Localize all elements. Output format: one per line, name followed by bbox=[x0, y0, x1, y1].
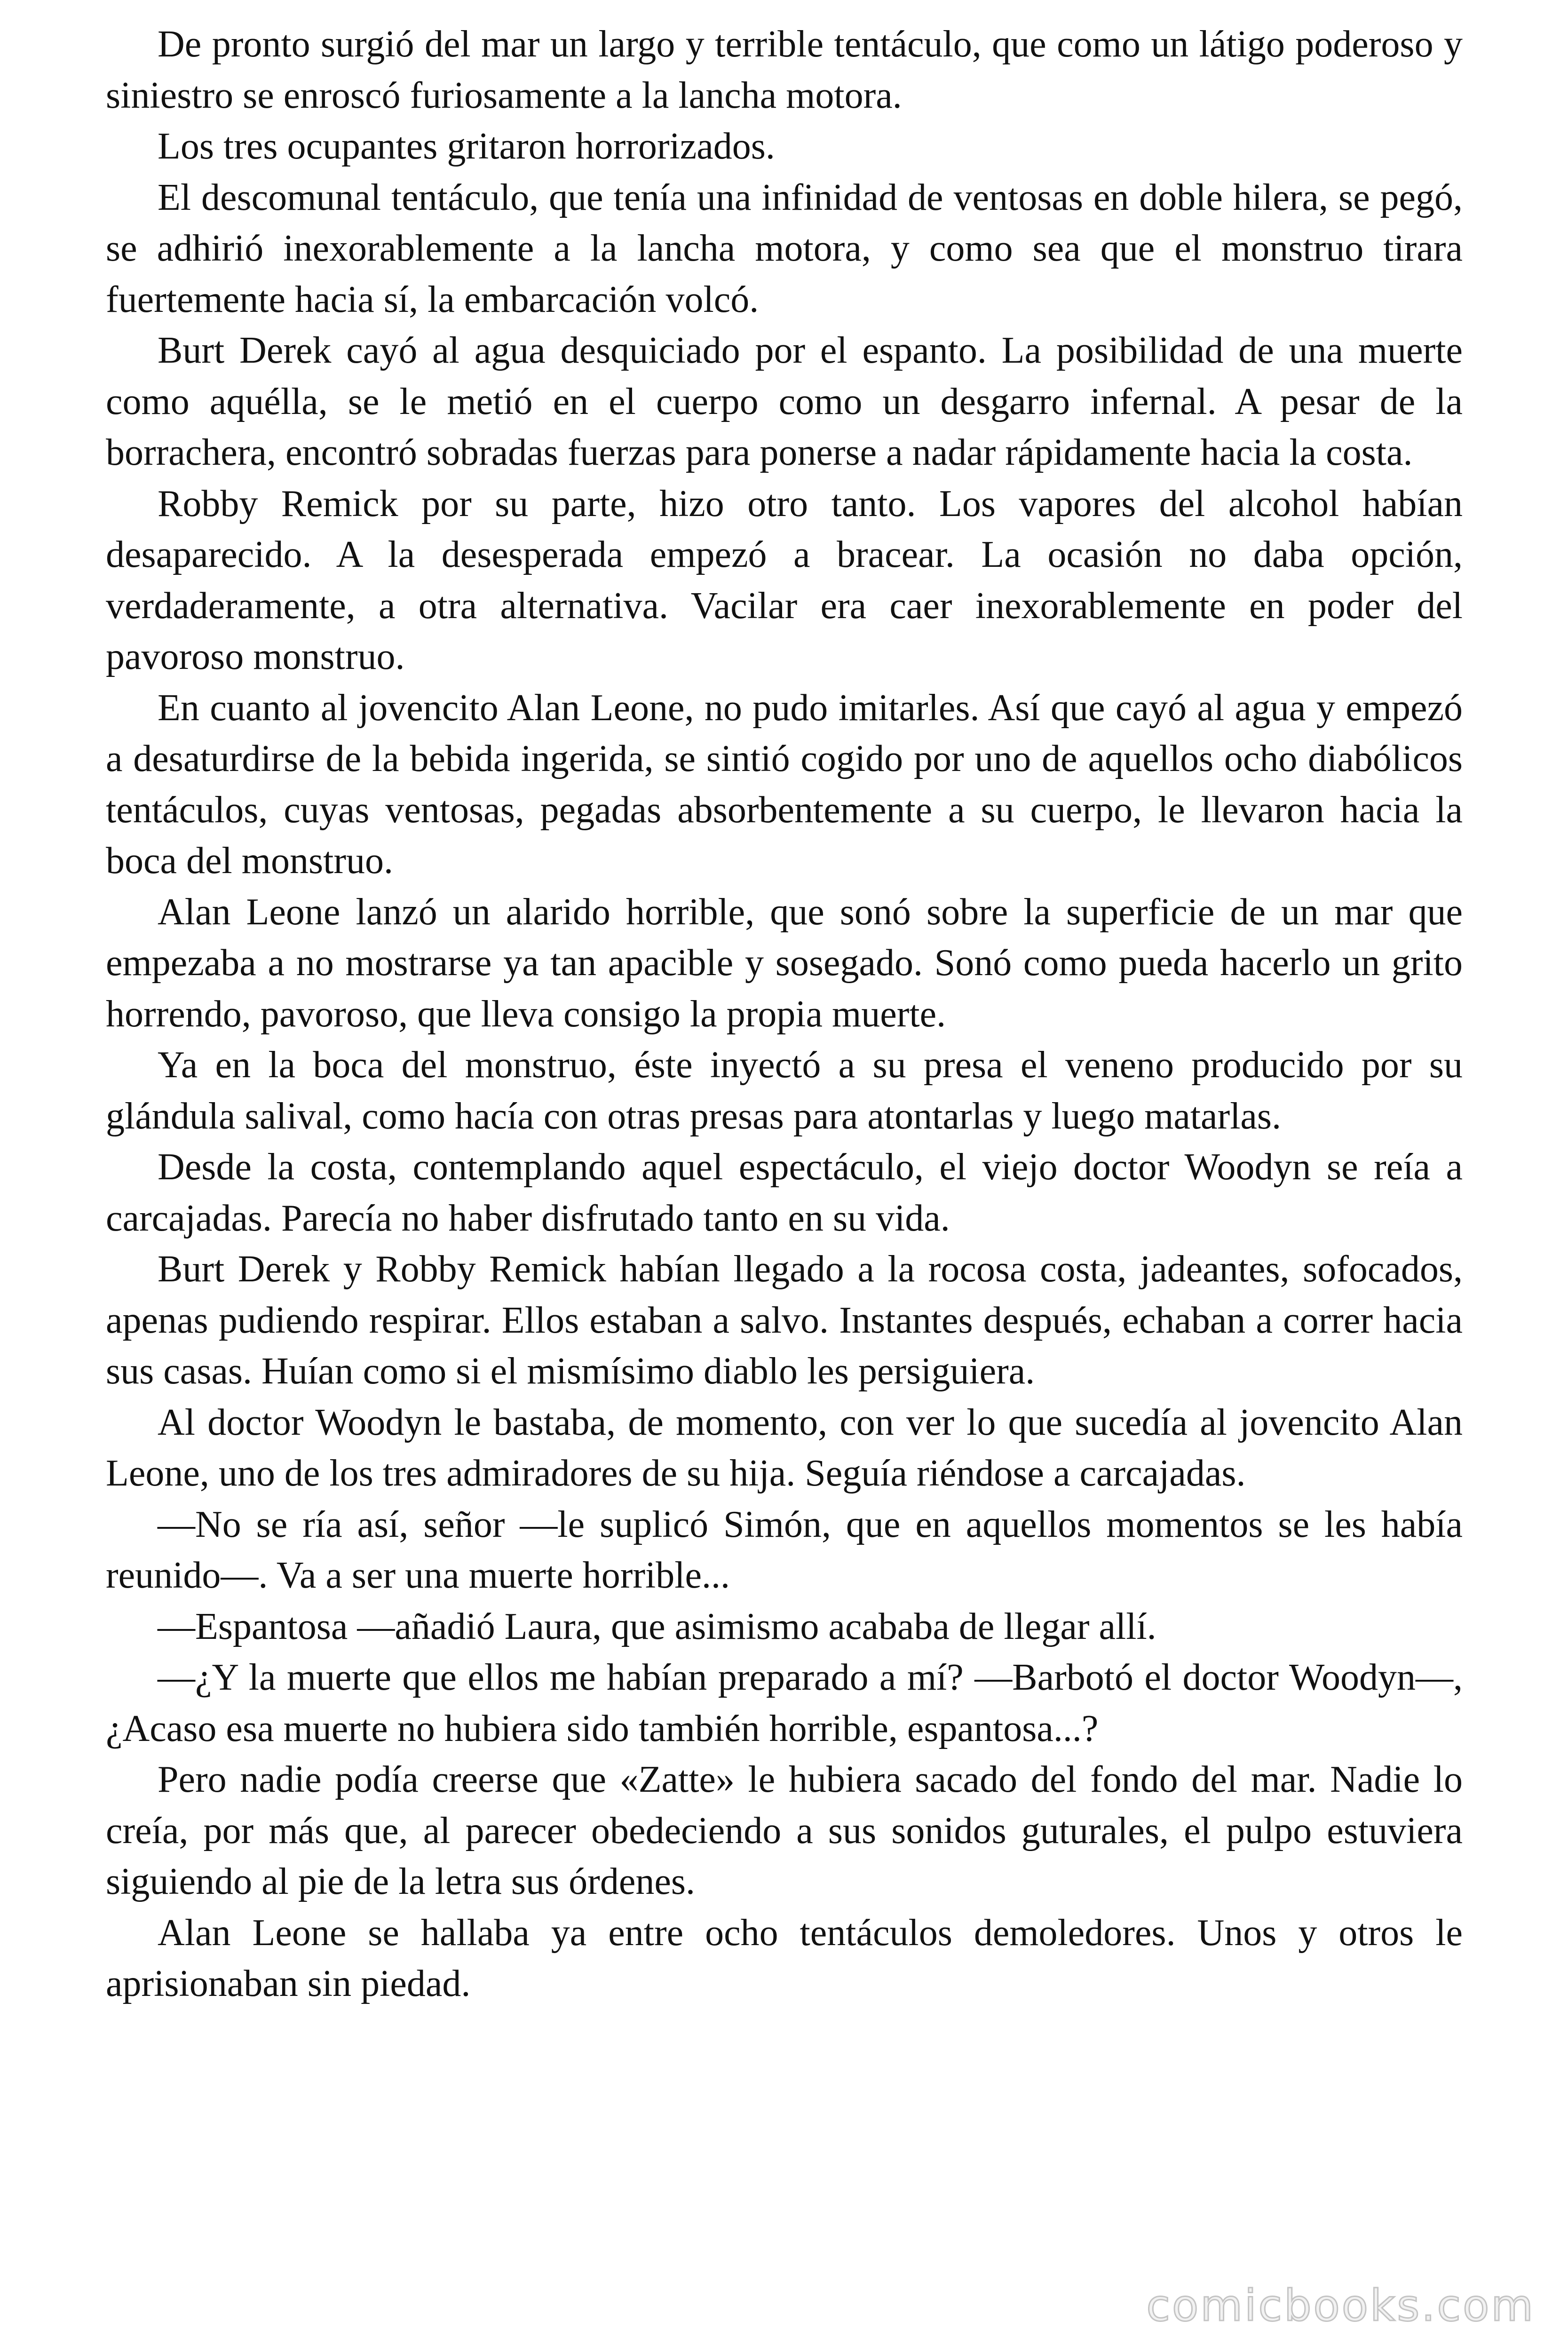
paragraph: —Espantosa —añadió Laura, que asimismo acababa de llegar allí. bbox=[158, 1605, 1156, 1647]
watermark: comicbooks.com bbox=[1146, 2280, 1535, 2331]
paragraph: Robby Remick por su parte, hizo otro tanto. Los vapores del alcohol habían desaparecido. A la desesperada empezó a bracear. La ocasión no daba opción, verdaderamente, a otra alternativa. Vacilar era caer inexorablemente en poder del pavoroso monstruo. bbox=[106, 483, 1463, 677]
paragraph: Burt Derek y Robby Remick habían llegado a la rocosa costa, jadeantes, sofocados, apenas pudiendo respirar. Ellos estaban a salvo. Instantes después, echaban a correr hacia sus casas. Huían como si el mismísimo diablo les persiguiera. bbox=[106, 1248, 1463, 1392]
paragraph: Alan Leone lanzó un alarido horrible, que sonó sobre la superficie de un mar que empezaba a no mostrarse ya tan apacible y sosegado. Sonó como pueda hacerlo un grito horrendo, pavoroso, que lleva consigo la propia muerte. bbox=[106, 891, 1463, 1035]
paragraph: En cuanto al jovencito Alan Leone, no pudo imitarles. Así que cayó al agua y empezó a desaturdirse de la bebida ingerida, se sintió cogido por uno de aquellos ocho diabólicos tentáculos, cuyas ventosas, pegadas absorbentemente a su cuerpo, le llevaron hacia la boca del monstruo. bbox=[106, 687, 1463, 882]
paragraph: Los tres ocupantes gritaron horrorizados. bbox=[158, 126, 775, 167]
body-text bbox=[106, 19, 1463, 2010]
paragraph: —¿Y la muerte que ellos me habían preparado a mí? —Barbotó el doctor Woodyn—, ¿Acaso esa muerte no hubiera sido también horrible, espantosa...? bbox=[106, 1657, 1463, 1749]
paragraph: De pronto surgió del mar un largo y terrible tentáculo, que como un látigo poderoso y siniestro se enroscó furiosamente a la lancha motora. bbox=[106, 24, 1463, 116]
paragraph: —No se ría así, señor —le suplicó Simón, que en aquellos momentos se les había reunido—. Va a ser una muerte horrible... bbox=[106, 1503, 1463, 1596]
paragraph: El descomunal tentáculo, que tenía una infinidad de ventosas en doble hilera, se pegó, se adhirió inexorablemente a la lancha motora, y como sea que el monstruo tirara fuertemente hacia sí, la embarcación volcó. bbox=[106, 176, 1463, 320]
paragraph: Alan Leone se hallaba ya entre ocho tentáculos demoledores. Unos y otros le aprisionaban sin piedad. bbox=[106, 1912, 1463, 2004]
paragraph: Burt Derek cayó al agua desquiciado por el espanto. La posibilidad de una muerte como aquélla, se le metió en el cuerpo como un desgarro infernal. A pesar de la borrachera, encontró sobradas fuerzas para ponerse a nadar rápidamente hacia la costa. bbox=[106, 330, 1463, 473]
paragraph: Ya en la boca del monstruo, éste inyectó a su presa el veneno producido por su glándula salival, como hacía con otras presas para atontarlas y luego matarlas. bbox=[106, 1044, 1463, 1137]
paragraph: Al doctor Woodyn le bastaba, de momento, con ver lo que sucedía al jovencito Alan Leone, uno de los tres admiradores de su hija. Seguía riéndose a carcajadas. bbox=[106, 1401, 1463, 1494]
paragraph: Desde la costa, contemplando aquel espectáculo, el viejo doctor Woodyn se reía a carcajadas. Parecía no haber disfrutado tanto en su vida. bbox=[106, 1146, 1463, 1239]
paragraph: Pero nadie podía creerse que «Zatte» le hubiera sacado del fondo del mar. Nadie lo creía, por más que, al parecer obedeciendo a sus sonidos guturales, el pulpo estuviera siguiendo al pie de la letra sus órdenes. bbox=[106, 1759, 1463, 1902]
